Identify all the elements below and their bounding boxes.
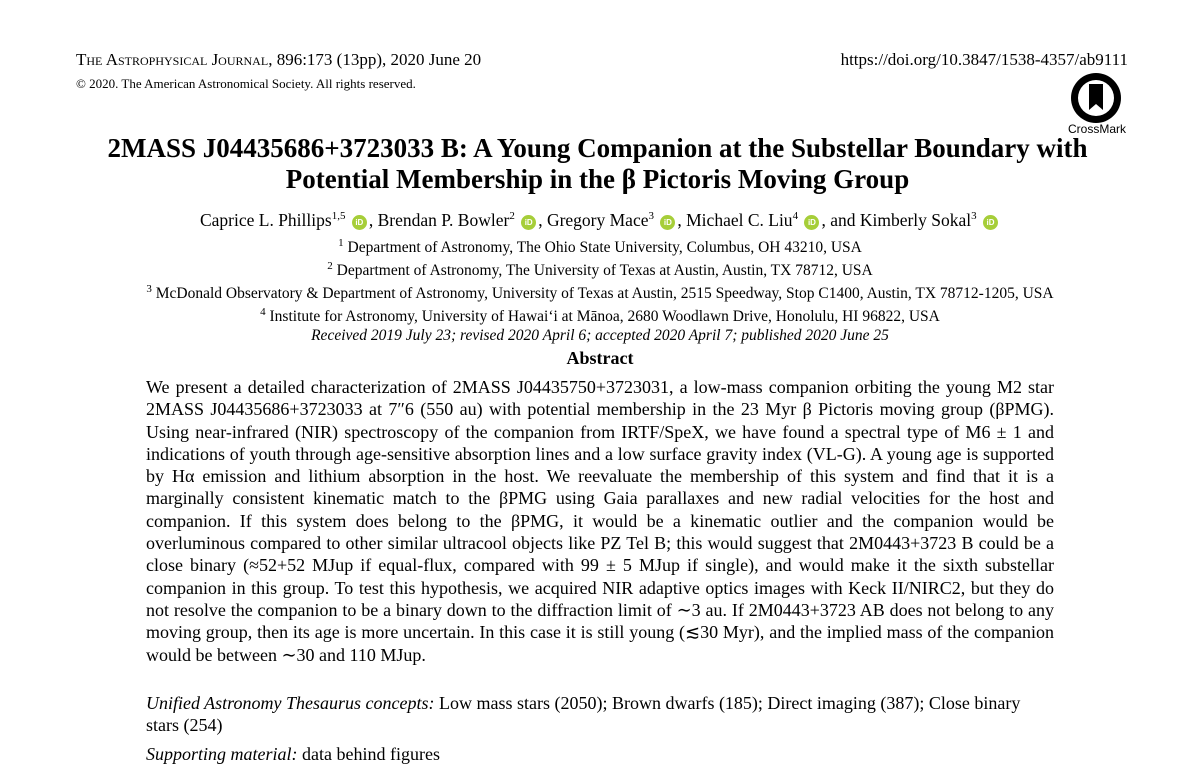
received-dates: Received 2019 July 23; revised 2020 April 6; accepted 2020 April 7; published 2020 June 25: [311, 326, 889, 344]
affiliation-text: Department of Astronomy, The Ohio State University, Columbus, OH 43210, USA: [347, 239, 862, 257]
supporting-label: Supporting material:: [146, 744, 298, 764]
orcid-icon[interactable]: iD: [983, 215, 998, 230]
affiliation-number: 1: [338, 237, 344, 249]
abstract-heading: Abstract: [566, 348, 634, 368]
affiliation: [0, 280, 1200, 303]
affiliation-text: Institute for Astronomy, University of Hawai‘i at Mānoa, 2680 Woodlawn Drive, Honolulu, HI 96822, USA: [269, 308, 940, 326]
abstract-body: We present a detailed characterization of 2MASS J04435750+3723031, a low-mass companion orbiting the young M2 star 2MASS J04435686+3723033 at 7″6 (550 au) with potential membership in the 23 Myr β Pictoris moving group (βPMG). Using near-infrared (NIR) spectroscopy of the companion from IRTF/SpeX, we have found a spectral type of M6 ± 1 and indications of youth through age-sensitive absorption lines and a low surface gravity index (VL-G). A young age is supported by Hα emission and lithium absorption in the host. We reevaluate the membership of this system and find that it is a marginally consistent kinematic match to the βPMG using Gaia parallaxes and new radial velocities for the host and companion. If this system does belong to the βPMG, it would be a kinematic outlier and the companion would be overluminous compared to other similar ultracool objects like PZ Tel B; this would suggest that 2M0443+3723 B could be a close binary (≈52+52 MJup if equal-flux, compared with 99 ± 5 MJup if single), and would make it the sixth substellar companion in this group. To test this hypothesis, we acquired NIR adaptive optics images with Keck II/NIRC2, but they do not resolve the companion to be a binary down to the diffraction limit of ∼3 au. If 2M0443+3723 AB does not belong to any moving group, then its age is more uncertain. In this case it is still young (≲30 Myr), and the implied mass of the companion would be between ∼30 and 110 MJup.: [146, 377, 1054, 665]
crossmark-label: CrossMark: [1068, 122, 1127, 136]
crossmark-badge[interactable]: [1068, 72, 1127, 136]
affiliation-number: 4: [260, 306, 266, 319]
journal-citation: [76, 50, 481, 70]
affiliation: [0, 257, 1200, 280]
author-name: , and Kimberly Sokal: [821, 210, 972, 230]
orcid-icon[interactable]: iD: [521, 215, 536, 230]
orcid-icon[interactable]: iD: [352, 215, 367, 230]
uat-text[interactable]: Low mass stars (2050); Brown dwarfs (185); Direct imaging (387); Close binary stars (254): [146, 693, 1021, 735]
author-affiliation-number: 4: [792, 210, 799, 223]
orcid-icon[interactable]: iD: [660, 215, 675, 230]
affiliation-text: Department of Astronomy, The University of Texas at Austin, Austin, TX 78712, USA: [336, 262, 873, 280]
author-name: , Brendan P. Bowler: [368, 210, 510, 230]
affiliation: [0, 234, 1200, 257]
author-name: Caprice L. Phillips: [199, 210, 332, 230]
paper-title: 2MASS J04435686+3723033 B: A Young Companion at the Substellar Boundary with Potential Membership in the β Pictoris Moving Group: [107, 133, 1088, 194]
uat-concepts: [146, 692, 1054, 736]
doi-link[interactable]: https://doi.org/10.3847/1538-4357/ab9111: [840, 50, 1128, 69]
affiliation: [0, 303, 1200, 326]
affiliation-number: 3: [146, 283, 152, 296]
author-name: , Michael C. Liu: [677, 210, 793, 230]
copyright-notice: © 2020. The American Astronomical Society. All rights reserved.: [76, 76, 416, 91]
supporting-material: [146, 744, 1054, 765]
author-name: , Gregory Mace: [538, 210, 649, 230]
author-affiliation-number: 3: [971, 210, 977, 223]
uat-label: Unified Astronomy Thesaurus concepts:: [146, 693, 435, 713]
affiliation-list: [0, 234, 1200, 345]
orcid-icon[interactable]: iD: [804, 215, 819, 230]
author-affiliation-number: 2: [509, 210, 515, 223]
crossmark-icon: [1070, 72, 1122, 124]
journal-name: The Astrophysical Journal: [76, 50, 269, 69]
author-list: [0, 210, 1200, 231]
author-affiliation-number: 1,5: [331, 210, 346, 223]
author-affiliation-number: 3: [648, 210, 654, 223]
journal-volume-date: , 896:173 (13pp), 2020 June 20: [268, 50, 482, 69]
affiliation-text: McDonald Observatory & Department of Astronomy, University of Texas at Austin, 2515 Speedway, Stop C1400, Austin, TX 78712-1205, USA: [155, 285, 1054, 303]
supporting-text[interactable]: data behind figures: [297, 744, 440, 764]
affiliation-number: 2: [327, 260, 333, 273]
